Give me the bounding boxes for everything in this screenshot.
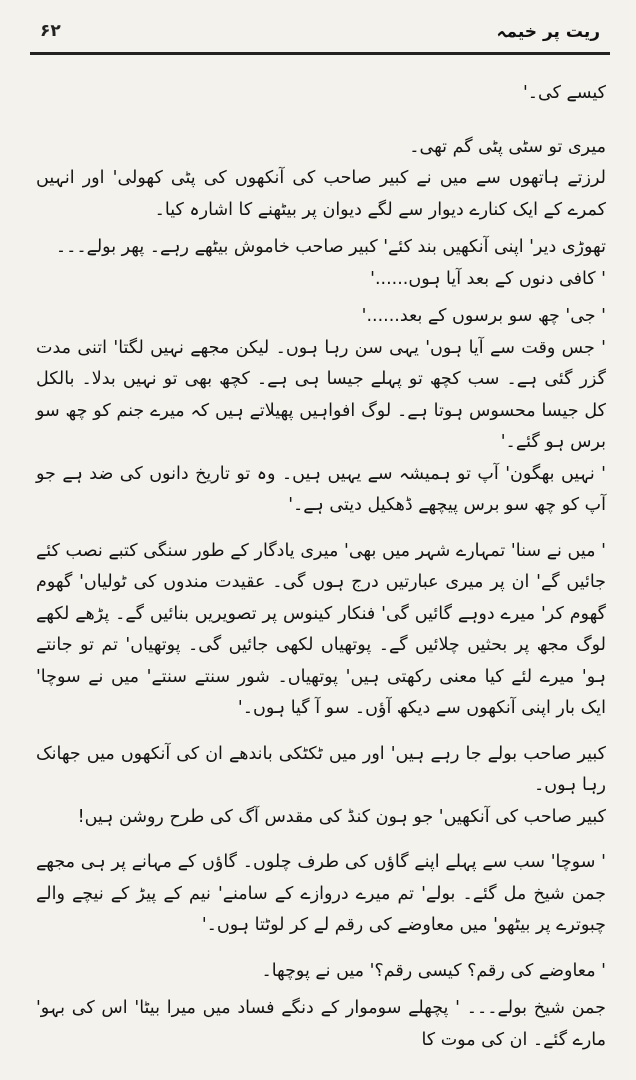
paragraph: کبیر صاحب بولے جا رہے ہیں' اور میں ٹکٹکی باندھے ان کی آنکھوں میں جھانک رہا ہوں۔ <box>36 743 606 795</box>
page-number: ۶۲ <box>40 21 61 41</box>
paragraph: کیسے کی۔' <box>522 83 606 103</box>
paragraph: ' کافی دنوں کے بعد آیا ہوں......' <box>370 268 606 289</box>
paragraph: ' جی' چھ سو برسوں کے بعد......' <box>361 306 606 326</box>
page-body <box>36 78 606 1056</box>
paragraph: لرزتے ہاتھوں سے میں نے کبیر صاحب کی آنکھوں کی پٹی کھولی' اور انہیں کمرے کے ایک کنارے دیوار سے لگے دیوان پر بیٹھنے کا اشارہ کیا۔ <box>36 168 606 220</box>
paragraph: ' جس وقت سے آیا ہوں' یہی سن رہا ہوں۔ لیکن مجھے نہیں لگتا' اتنی مدت گزر گئی ہے۔ سب کچھ تو پہلے جیسا ہی ہے۔ کچھ بھی تو نہیں بدلا۔ بالکل کل جیسا محسوس ہوتا ہے۔ لوگ افواہیں پھیلاتے ہیں کہ میرے جنم کو چھ سو برس ہو گئے۔' <box>36 337 606 452</box>
paragraph: ' میں نے سنا' تمہارے شہر میں بھی' میری یادگار کے طور سنگی کتبے نصب کئے جائیں گے' ان پر میری عبارتیں درج ہوں گی۔ عقیدت مندوں کی ٹولیاں' گھوم گھوم کر' میرے دوہے گائیں گی' فنکار کینوس پر تصویریں بنائیں گے۔ پڑھے لکھے لوگ مجھ پر بحثیں چلائیں گے۔ پوتھیاں لکھی جائیں گی۔ پوتھیاں' تم تو جانتے ہو' میرے لئے کیا معنی رکھتی ہیں' پوتھیاں۔ شور سنتے سنتے' میں نے سوچا' ایک بار اپنی آنکھوں سے دیکھ آؤں۔ سو آ گیا ہوں۔' <box>36 540 606 718</box>
paragraph: ' معاوضے کی رقم؟ کیسی رقم؟' میں نے پوچھا۔ <box>261 960 606 981</box>
page-header <box>40 14 600 48</box>
header-rule <box>30 52 610 55</box>
paragraph: جمن شیخ بولے۔۔۔ ' پچھلے سوموار کے دنگے فساد میں میرا بیٹا' اس کی بہو' مارے گئے۔ ان کی موت کا <box>36 998 606 1050</box>
paragraph: میری تو سٹی پٹی گم تھی۔ <box>409 136 606 157</box>
paragraph: کبیر صاحب کی آنکھیں' جو ہون کنڈ کی مقدس آگ کی طرح روشن ہیں! <box>77 806 606 827</box>
paragraph: ' نہیں بھگون' آپ تو ہمیشہ سے یہیں ہیں۔ وہ تو تاریخ دانوں کی ضد ہے جو آپ کو چھ سو برس پیچھے ڈھکیل دیتی ہے۔' <box>36 463 606 515</box>
paragraph: تھوڑی دیر' اپنی آنکھیں بند کئے' کبیر صاحب خاموش بیٹھے رہے۔ پھر بولے۔۔۔ <box>55 237 606 257</box>
paragraph: ' سوچا' سب سے پہلے اپنے گاؤں کی طرف چلوں۔ گاؤں کے مہانے پر ہی مجھے جمن شیخ مل گئے۔ بولے' تم میرے دروازے کے سامنے' نیم کے پیڑ کے نیچے والے چبوترے پر بیٹھو' میں معاوضے کی رقم لے کر لوٹتا ہوں۔' <box>36 852 606 935</box>
book-title: ریت پر خیمہ <box>496 21 600 42</box>
